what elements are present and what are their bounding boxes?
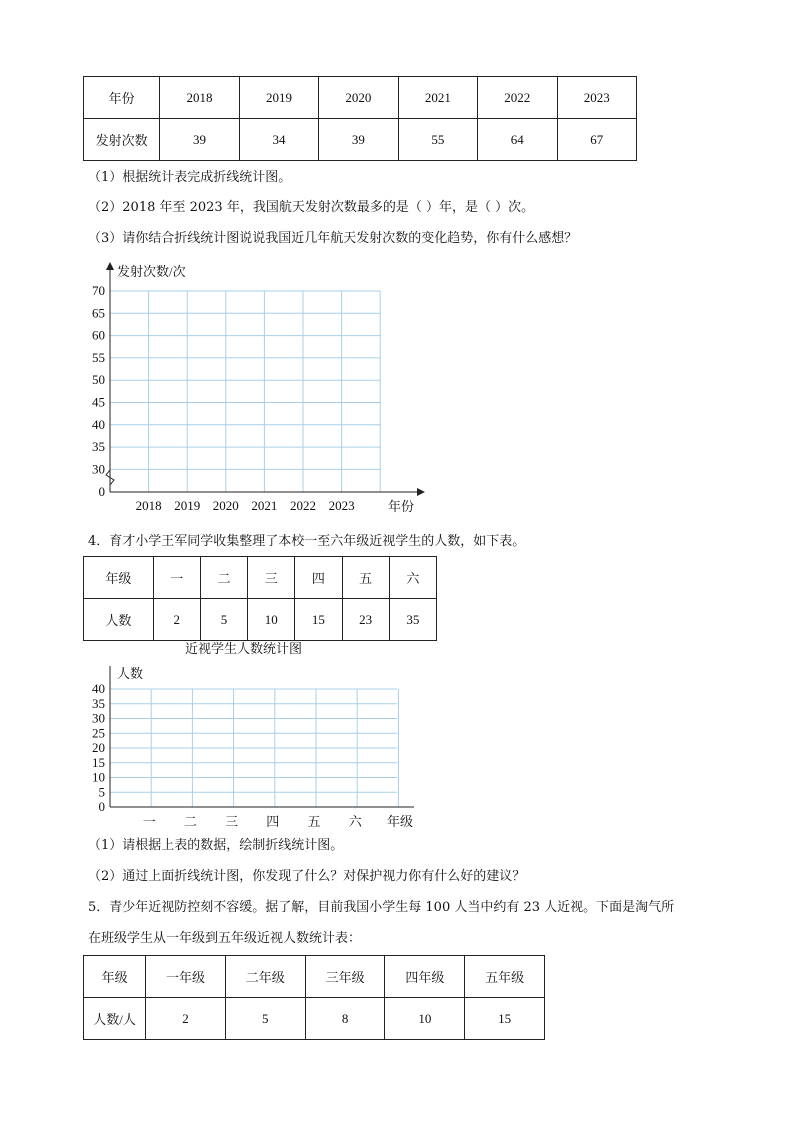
- launch-count-table: [83, 76, 637, 161]
- table-cell: 五: [342, 557, 389, 599]
- table-cell: 2019: [239, 77, 318, 119]
- chart1-x-label: 年份: [388, 499, 415, 514]
- y-tick-label: 0: [98, 799, 105, 814]
- table-cell: 人数/人: [84, 998, 146, 1040]
- table-cell: 年份: [84, 77, 160, 119]
- question-3-part-3: （3）请你结合折线统计图说说我国近几年航天发射次数的变化趋势，你有什么感想？: [88, 231, 578, 246]
- chart2-grid: [110, 689, 398, 807]
- table-cell: 10: [385, 998, 465, 1040]
- y-tick-label: 15: [92, 754, 105, 770]
- table-cell: 39: [319, 119, 398, 161]
- table-cell: 55: [398, 119, 477, 161]
- y-tick-label: 25: [92, 725, 105, 741]
- question-4-intro: 4．育才小学王军同学收集整理了本校一至六年级近视学生的人数，如下表。: [88, 534, 526, 549]
- table-cell: 35: [389, 599, 436, 641]
- x-tick-label: 二: [183, 814, 197, 829]
- table-cell: 2021: [398, 77, 477, 119]
- y-tick-label: 65: [92, 305, 105, 321]
- table-cell: 10: [248, 599, 295, 641]
- table-cell: 2020: [319, 77, 398, 119]
- question-3-part-1: （1）根据统计表完成折线统计图。: [88, 170, 292, 185]
- nearsighted-students-table: [83, 556, 437, 641]
- y-tick-label: 5: [98, 784, 105, 800]
- x-tick-label: 一: [142, 814, 156, 829]
- table-cell: 23: [342, 599, 389, 641]
- y-tick-label: 55: [92, 349, 105, 365]
- chart2-x-label: 年级: [387, 814, 414, 829]
- table-cell: 四年级: [385, 956, 465, 998]
- chart1-grid: [110, 291, 380, 492]
- table-cell: 二年级: [225, 956, 305, 998]
- y-tick-label: 70: [92, 283, 105, 298]
- table-cell: 15: [465, 998, 545, 1040]
- question-3-part-2: （2）2018 年至 2023 年，我国航天发射次数最多的是（ ）年，是（ ）次。: [88, 200, 535, 215]
- y-tick-label: 35: [92, 695, 105, 711]
- y-tick-label: 40: [92, 416, 105, 432]
- table-cell: 四: [295, 557, 342, 599]
- x-tick-label: 四: [266, 814, 280, 829]
- class-nearsighted-table: [83, 955, 545, 1040]
- question-5-line-1: 5．青少年近视防控刻不容缓。据了解，目前我国小学生每 100 人当中约有 23 人近视。下面是淘气所: [88, 900, 675, 915]
- y-tick-label: 40: [92, 681, 105, 696]
- chart2-axes: [110, 666, 414, 807]
- table-cell: 一: [153, 557, 200, 599]
- table-cell: 2: [146, 998, 226, 1040]
- question-4-part-2: （2）通过上面折线统计图，你发现了什么？对保护视力你有什么好的建议？: [88, 869, 526, 884]
- chart1-y-label: 发射次数/次: [117, 264, 186, 279]
- x-tick-label: 2021: [251, 498, 278, 513]
- chart2-y-ticks: [92, 681, 105, 814]
- nearsighted-blank-chart: [80, 660, 420, 832]
- table-cell: 2: [153, 599, 200, 641]
- x-tick-label: 六: [348, 814, 362, 829]
- table-cell: 二: [200, 557, 247, 599]
- table-cell: 15: [295, 599, 342, 641]
- y-tick-label: 60: [92, 327, 105, 343]
- chart1-y-ticks: [92, 283, 105, 499]
- y-tick-label: 30: [92, 461, 105, 477]
- x-tick-label: 2023: [328, 498, 355, 513]
- x-tick-label: 五: [307, 814, 321, 829]
- table-cell: 三: [248, 557, 295, 599]
- table-cell: 39: [160, 119, 239, 161]
- x-tick-label: 2018: [135, 498, 162, 513]
- table-cell: 一年级: [146, 956, 226, 998]
- table-cell: 年级: [84, 956, 146, 998]
- chart1-x-ticks: [136, 498, 355, 513]
- table-cell: 2023: [557, 77, 636, 119]
- table-cell: 六: [389, 557, 436, 599]
- x-axis-arrow-icon: [417, 488, 425, 496]
- question-5-line-2: 在班级学生从一年级到五年级近视人数统计表：: [88, 931, 362, 946]
- x-tick-label: 2022: [290, 498, 316, 513]
- table-cell: 三年级: [305, 956, 385, 998]
- y-tick-label: 20: [92, 740, 105, 755]
- y-tick-label: 30: [92, 710, 105, 726]
- chart1-axes: [106, 262, 425, 496]
- table-cell: 5: [225, 998, 305, 1040]
- question-4-part-1: （1）请根据上表的数据，绘制折线统计图。: [88, 838, 344, 853]
- table-cell: 年级: [84, 557, 154, 599]
- table-cell: 8: [305, 998, 385, 1040]
- table-cell: 2022: [478, 77, 557, 119]
- chart2-y-label: 人数: [117, 666, 144, 681]
- y-tick-label: 0: [98, 484, 105, 499]
- x-tick-label: 三: [225, 814, 239, 829]
- table-cell: 人数: [84, 599, 154, 641]
- x-tick-label: 2019: [174, 498, 201, 513]
- table-cell: 2018: [160, 77, 239, 119]
- table-cell: 发射次数: [84, 119, 160, 161]
- y-axis-arrow-icon: [106, 262, 114, 270]
- table-cell: 67: [557, 119, 636, 161]
- y-tick-label: 50: [92, 372, 105, 388]
- chart2-title: 近视学生人数统计图: [185, 642, 303, 657]
- table-cell: 34: [239, 119, 318, 161]
- launch-count-blank-chart: [80, 258, 440, 520]
- table-cell: 五年级: [465, 956, 545, 998]
- table-cell: 64: [478, 119, 557, 161]
- y-tick-label: 10: [92, 769, 105, 785]
- table-cell: 5: [200, 599, 247, 641]
- chart2-x-ticks: [143, 814, 363, 829]
- x-tick-label: 2020: [212, 498, 239, 513]
- y-tick-label: 35: [92, 439, 105, 455]
- y-tick-label: 45: [92, 394, 105, 410]
